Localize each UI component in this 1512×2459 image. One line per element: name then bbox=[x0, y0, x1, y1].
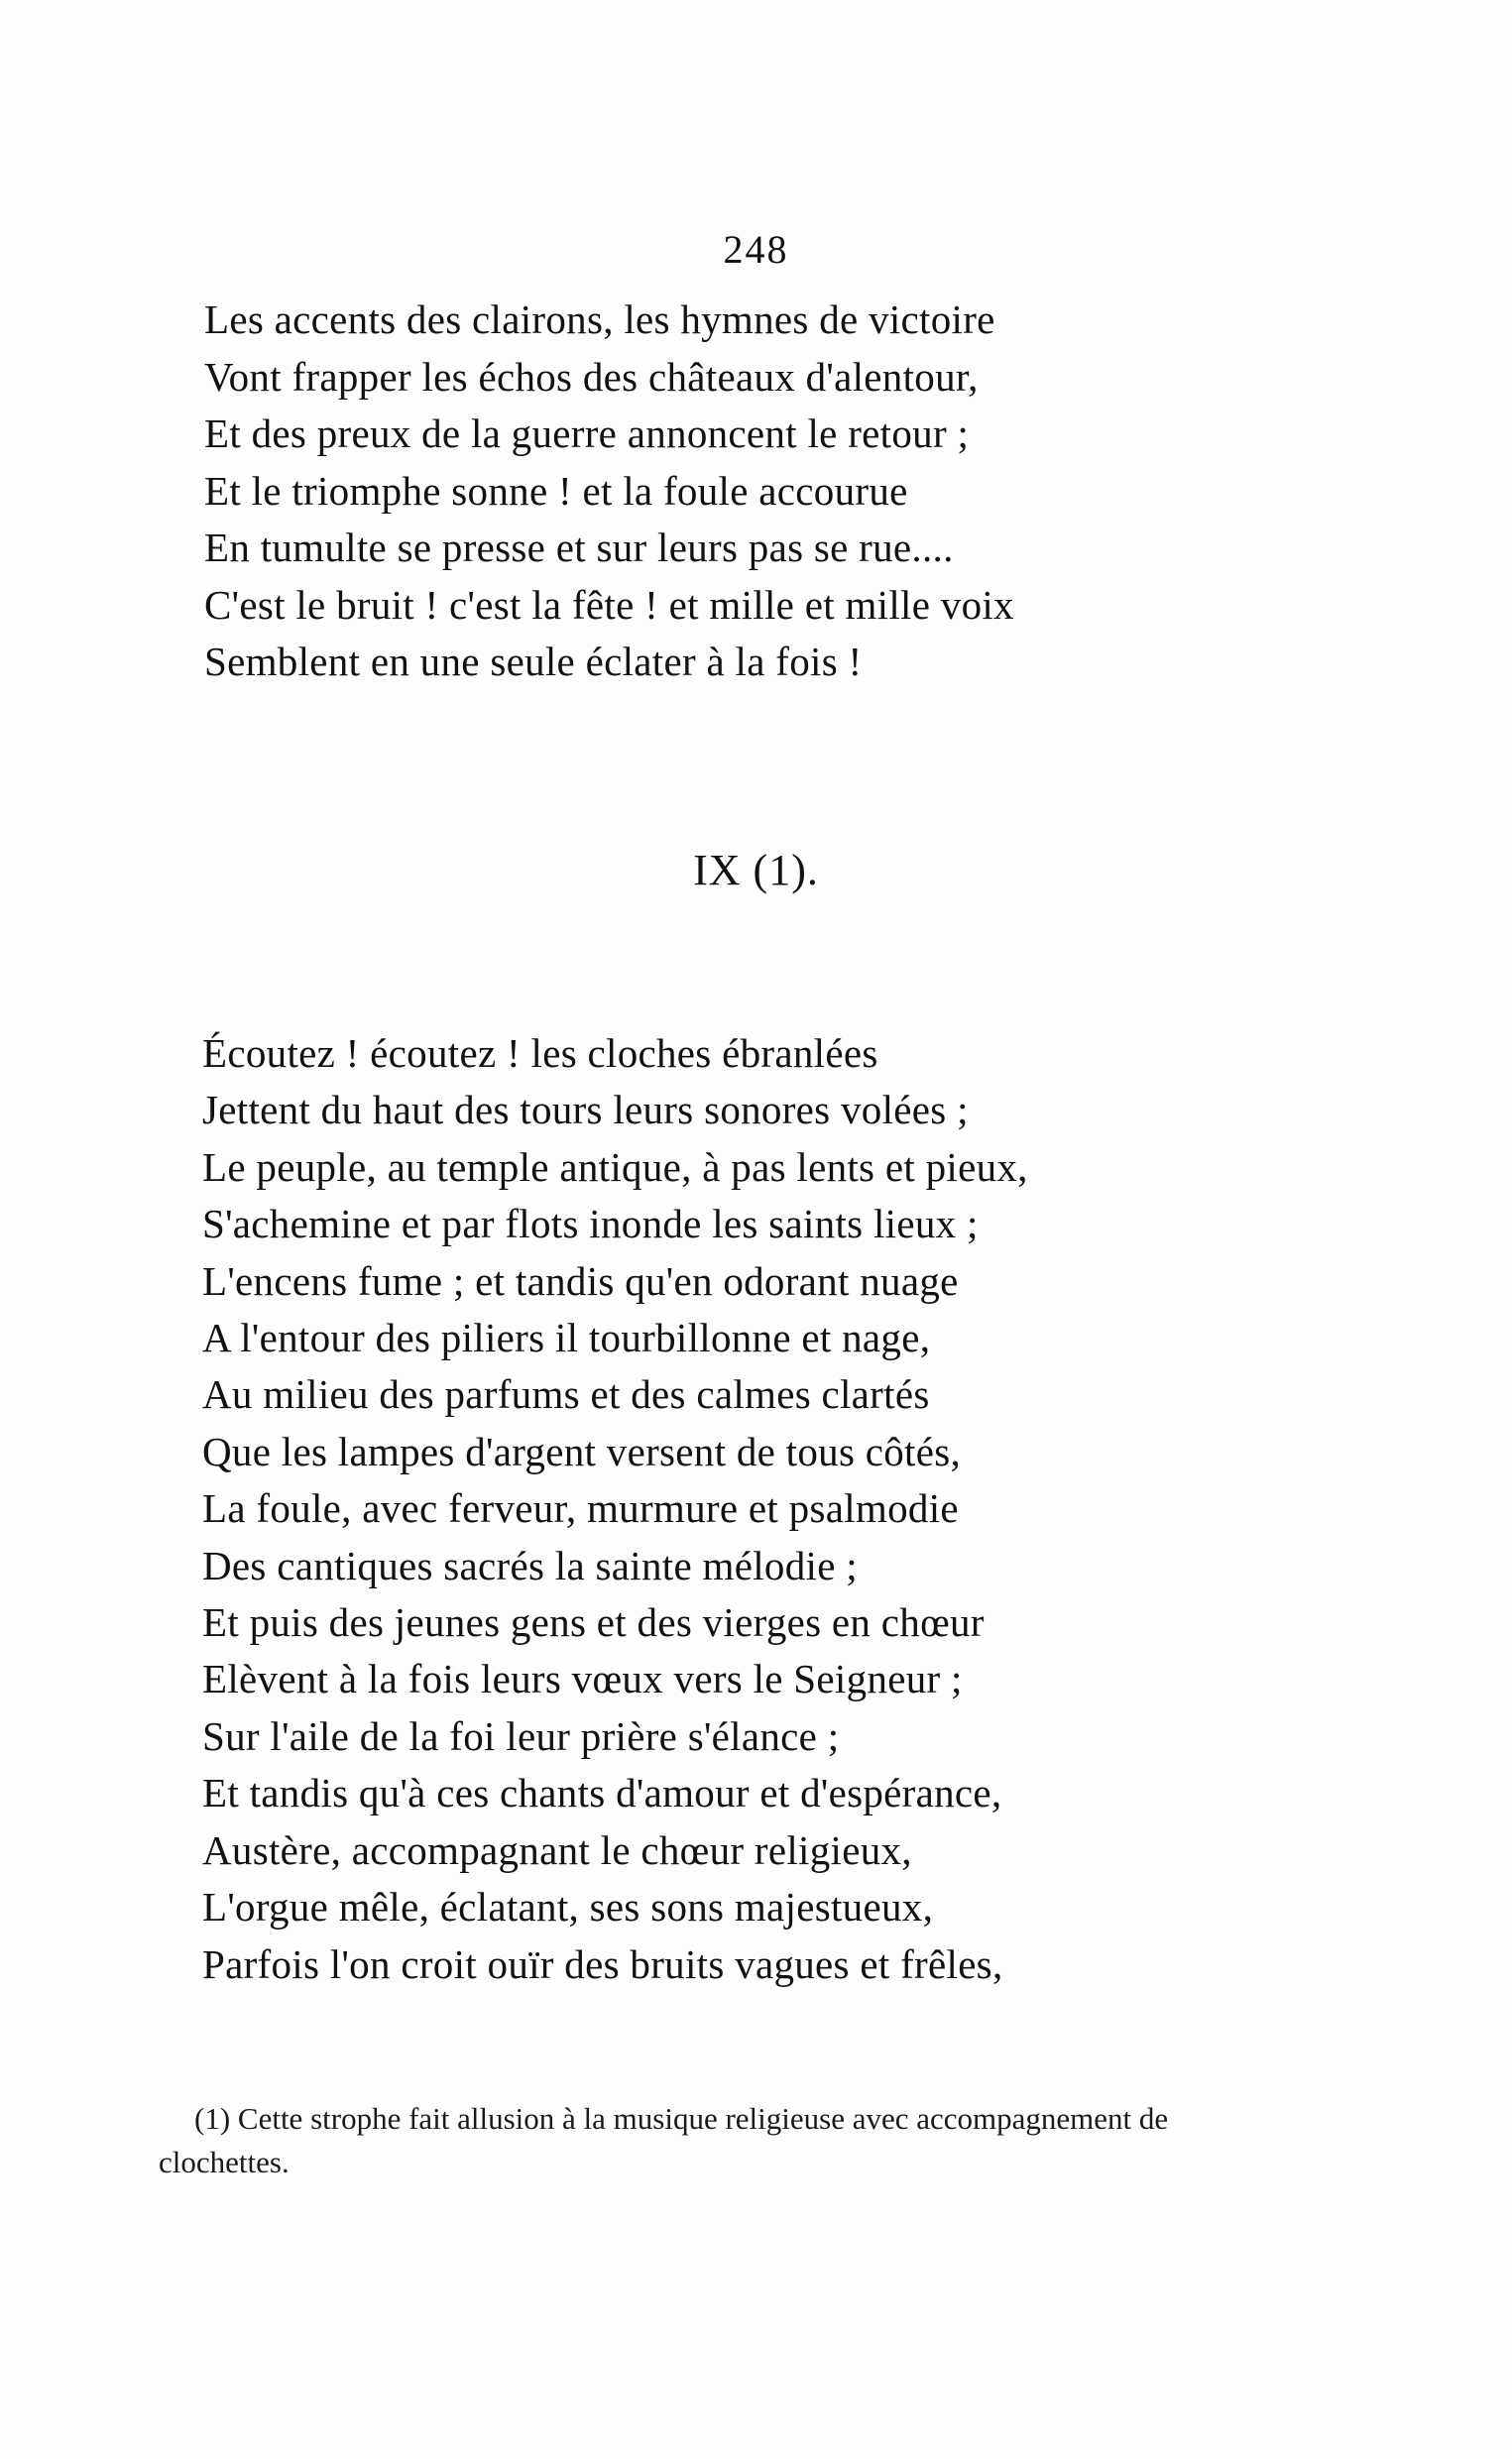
section-heading: IX (1). bbox=[693, 846, 819, 894]
verse-line: Des cantiques sacrés la sainte mélodie ; bbox=[202, 1542, 858, 1588]
verse-line: L'orgue mêle, éclatant, ses sons majestueux, bbox=[202, 1884, 934, 1931]
verse-line: Et tandis qu'à ces chants d'amour et d'espérance, bbox=[202, 1770, 1002, 1816]
verse-line: Et des preux de la guerre annoncent le retour ; bbox=[204, 410, 970, 456]
verse-line: Écoutez ! écoutez ! les cloches ébranlées bbox=[202, 1030, 878, 1076]
verse-line: En tumulte se presse et sur leurs pas se rue.... bbox=[204, 525, 954, 570]
verse-line: S'achemine et par flots inonde les saints lieux ; bbox=[202, 1201, 979, 1247]
verse-line: Parfois l'on croit ouïr des bruits vagues et frêles, bbox=[202, 1940, 1003, 1987]
verse-line: Elèvent à la fois leurs vœux vers le Seigneur ; bbox=[202, 1656, 963, 1702]
verse-line: Au milieu des parfums et des calmes clartés bbox=[202, 1371, 930, 1418]
verse-line: Vont frapper les échos des châteaux d'alentour, bbox=[204, 353, 979, 400]
page-number: 248 bbox=[723, 227, 789, 272]
footnote: (1) Cette strophe fait allusion à la musique religieuse avec accompagnement de clochettes. bbox=[159, 2101, 1169, 2179]
verse-line: Que les lampes d'argent versent de tous côtés, bbox=[202, 1428, 962, 1474]
verse-line: Sur l'aile de la foi leur prière s'élance ; bbox=[202, 1712, 840, 1759]
verse-line: Et le triomphe sonne ! et la foule accourue bbox=[204, 467, 908, 514]
stanza-viii-continuation bbox=[204, 292, 1014, 691]
stanza-ix bbox=[202, 1025, 1028, 1993]
verse-line: La foule, avec ferveur, murmure et psalmodie bbox=[202, 1485, 959, 1532]
verse-line: A l'entour des piliers il tourbillonne et nage, bbox=[202, 1315, 931, 1361]
verse-line: Le peuple, au temple antique, à pas lents et pieux, bbox=[202, 1143, 1028, 1190]
verse-line: Et puis des jeunes gens et des vierges en chœur bbox=[202, 1599, 985, 1646]
verse-line: Jettent du haut des tours leurs sonores volées ; bbox=[202, 1087, 969, 1133]
verse-line: Les accents des clairons, les hymnes de victoire bbox=[204, 296, 995, 342]
verse-line: C'est le bruit ! c'est la fête ! et mille et mille voix bbox=[204, 581, 1014, 628]
verse-line: L'encens fume ; et tandis qu'en odorant nuage bbox=[202, 1257, 959, 1304]
verse-line: Semblent en une seule éclater à la fois ! bbox=[204, 639, 863, 684]
verse-line: Austère, accompagnant le chœur religieux, bbox=[202, 1826, 912, 1873]
